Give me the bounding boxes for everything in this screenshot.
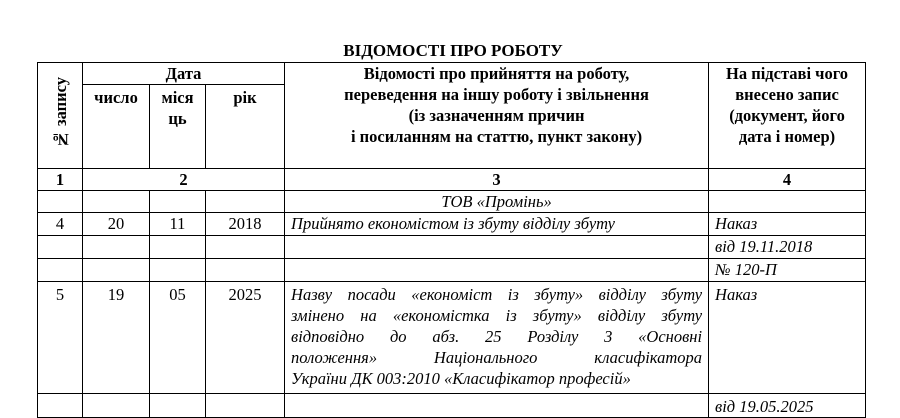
work-record-table [37,62,866,418]
empty-cell [285,394,709,418]
header-row-1 [38,63,866,85]
table-row [38,259,866,282]
header-basis: На підставі чого внесено запис (документ, його дата і номер) [709,63,866,169]
record-basis-date: від 19.11.2018 [709,236,866,259]
record-info-line: Назву посади «економіст із збуту» відділу збуту [291,285,703,304]
numbering-cell: 2 [83,169,285,191]
work-record-table-wrapper [37,62,866,418]
empty-cell [206,259,285,282]
empty-cell [150,191,206,213]
table-row [38,282,866,394]
header-day: число [83,85,150,169]
header-year: рік [206,85,285,169]
record-basis-number: № 120-П [709,259,866,282]
numbering-row [38,169,866,191]
empty-cell [285,259,709,282]
record-info-line: змінено на «економістка із збуту» відділу збуту [291,306,703,325]
record-basis: Наказ [709,282,866,394]
table-row [38,394,866,418]
record-year: 2025 [206,282,285,394]
empty-cell [709,191,866,213]
empty-cell [38,236,83,259]
record-info: Прийнято економістом із збуту відділу збуту [285,213,709,236]
record-month: 05 [150,282,206,394]
record-basis-date: від 19.05.2025 [709,394,866,418]
record-day: 20 [83,213,150,236]
record-info [285,282,709,394]
page-title: ВІДОМОСТІ ПРО РОБОТУ [343,41,563,60]
empty-cell [150,394,206,418]
header-date: Дата [83,63,285,85]
header-record-info: Відомості про прийняття на роботу, переведення на іншу роботу і звільнення (із зазначенням причин і посиланням на статтю, пункт закону) [285,63,709,169]
header-record-number: № запису [38,63,83,169]
table-row [38,213,866,236]
empty-cell [83,259,150,282]
empty-cell [206,236,285,259]
numbering-cell: 1 [38,169,83,191]
numbering-cell: 3 [285,169,709,191]
empty-cell [285,236,709,259]
header-month: міся ць [150,85,206,169]
numbering-cell: 4 [709,169,866,191]
record-info-line: положення» Національного класифікатора [291,348,703,367]
organisation-row [38,191,866,213]
record-month: 11 [150,213,206,236]
empty-cell [38,259,83,282]
record-number: 4 [38,213,83,236]
record-day: 19 [83,282,150,394]
empty-cell [150,236,206,259]
empty-cell [83,191,150,213]
record-year: 2018 [206,213,285,236]
record-info-line: відповідно до абз. 25 Розділу 3 «Основні [291,327,703,346]
empty-cell [206,394,285,418]
record-basis: Наказ [709,213,866,236]
record-info-line: України ДК 003:2010 «Класифікатор професій» [291,369,631,388]
empty-cell [38,394,83,418]
organisation-name: ТОВ «Промінь» [285,191,709,213]
empty-cell [206,191,285,213]
empty-cell [150,259,206,282]
table-row [38,236,866,259]
empty-cell [38,191,83,213]
empty-cell [83,236,150,259]
empty-cell [83,394,150,418]
record-number: 5 [38,282,83,394]
